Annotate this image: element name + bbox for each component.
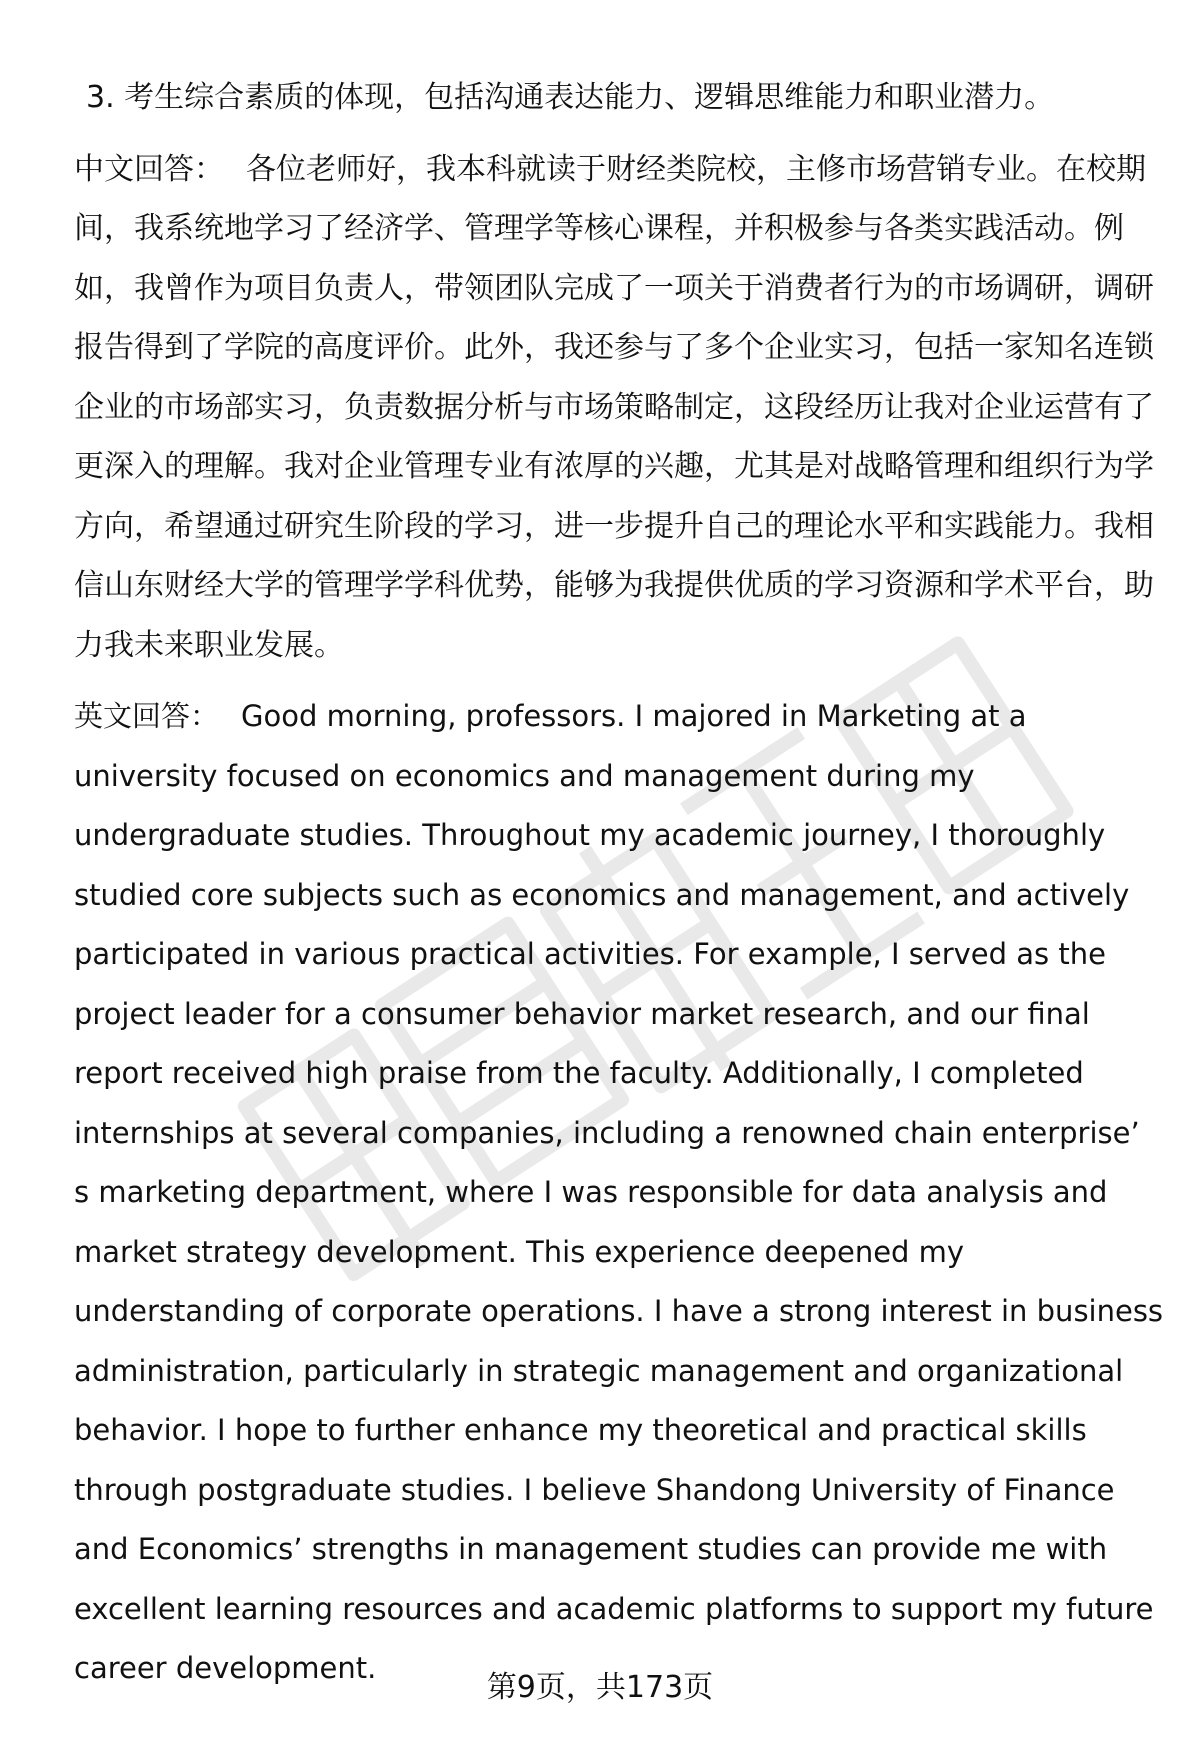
english-answer-paragraph xyxy=(74,687,1164,1699)
list-item xyxy=(74,68,1164,128)
list-item-text: 3. 考生综合素质的体现，包括沟通表达能力、逻辑思维能力和职业潜力。 xyxy=(86,80,1055,115)
page-footer xyxy=(0,1668,1200,1708)
chinese-answer-paragraph xyxy=(74,140,1164,676)
page-number: 第9页，共173页 xyxy=(486,1670,714,1705)
document-page xyxy=(74,68,1164,1699)
english-answer-text: Good morning, professors. I majored in Marketing at a university focused on economics and management during my undergraduate studies. Throughout my academic journey, I thoroughly studied core subjects such as economics and management, and actively participated in various practical activities. For example, I served as the project leader for a consumer behavior market research, and our final report received high praise from the faculty. Additionally, I completed internships at several companies, including a renowned chain enterprise’ s marketing department, where I was responsible for data analysis and market strategy development. This experience deepened my understanding of corporate operations. I have a strong interest in business administration, particularly in strategic management and organizational behavior. I hope to further enhance my theoretical and practical skills through postgraduate studies. I believe Shandong University of Finance and Economics’ strengths in management studies can provide me with excellent learning resources and academic platforms to support my future career development. xyxy=(74,699,1164,1685)
chinese-answer-text: 各位老师好，我本科就读于财经类院校，主修市场营销专业。在校期间，我系统地学习了经济学、管理学等核心课程，并积极参与各类实践活动。例如，我曾作为项目负责人，带领团队完成了一项关于消费者行为的市场调研，调研报告得到了学院的高度评价。此外，我还参与了多个企业实习，包括一家知名连锁企业的市场部实习，负责数据分析与市场策略制定，这段经历让我对企业运营有了更深入的理解。我对企业管理专业有浓厚的兴趣，尤其是对战略管理和组织行为学方向，希望通过研究生阶段的学习，进一步提升自己的理论水平和实践能力。我相信山东财经大学的管理学学科优势，能够为我提供优质的学习资源和学术平台，助力我未来职业发展。 xyxy=(74,151,1154,663)
english-answer-label: 英文回答： xyxy=(74,699,220,733)
chinese-answer-label: 中文回答： xyxy=(74,151,224,187)
